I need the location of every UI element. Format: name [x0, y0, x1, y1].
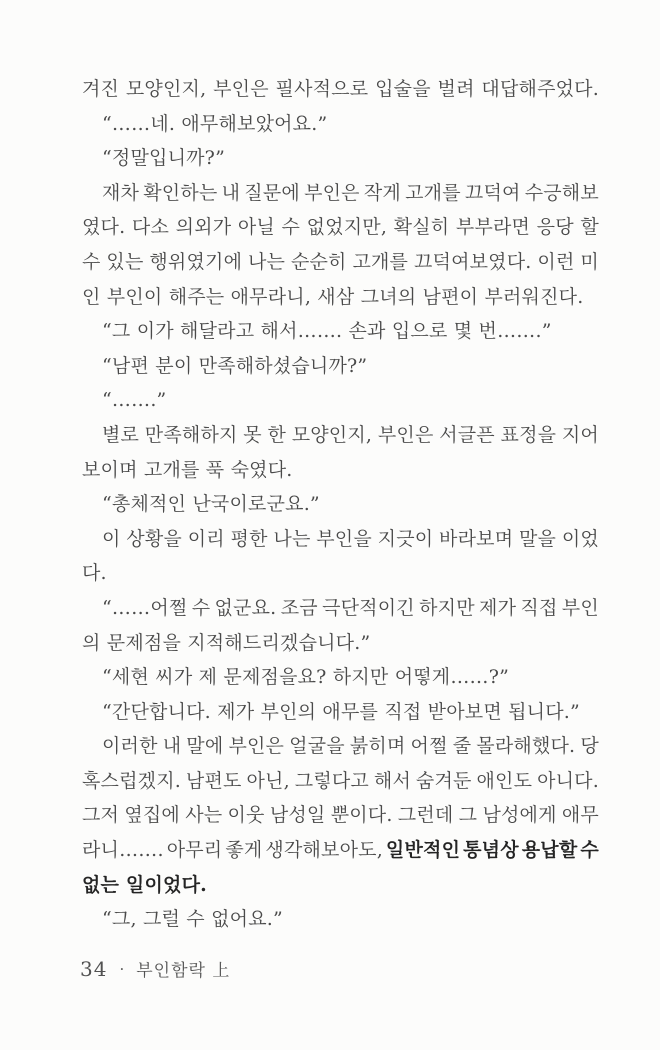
text-line: 별로 만족해하지 못 한 모양인지, 부인은 서글픈 표정을 지어 — [102, 423, 599, 446]
text-line: 라니……. 아무리 좋게 생각해보아도, 일반적인 통념상 용납할 수 — [82, 839, 599, 862]
text-line: 수 있는 행위였기에 나는 순순히 고개를 끄덕여보였다. 이런 미 — [82, 250, 599, 273]
text-line: “정말입니까?” — [102, 147, 225, 170]
text-line: 이러한 내 말에 부인은 얼굴을 붉히며 어쩔 줄 몰라해했다. 당 — [102, 735, 599, 758]
text-line: “간단합니다. 제가 부인의 애무를 직접 받아보면 됩니다.” — [102, 700, 580, 723]
text-line: 의 문제점을 지적해드리겠습니다.” — [82, 631, 371, 654]
text-line: “세현 씨가 제 문제점을요? 하지만 어떻게……?” — [102, 666, 510, 689]
page-footer — [80, 956, 230, 981]
text-line: “총체적인 난국이로군요.” — [102, 493, 320, 516]
page-number: 34 — [80, 956, 108, 981]
text-line: 보이며 고개를 푹 숙였다. — [82, 458, 293, 481]
text-line: “그 이가 해달라고 해서……. 손과 입으로 몇 번…….” — [102, 320, 552, 343]
text-line: “……네. 애무해보았어요.” — [102, 112, 328, 135]
text-line: “……어쩔 수 없군요. 조금 극단적이긴 하지만 제가 직접 부인 — [102, 596, 599, 619]
text-block — [82, 72, 599, 937]
text-line: 이 상황을 이리 평한 나는 부인을 지긋이 바라보며 말을 이었 — [102, 527, 599, 550]
footer-separator-dot: · — [119, 959, 125, 978]
text-line: 혹스럽겠지. 남편도 아닌, 그렇다고 해서 숨겨둔 애인도 아니다. — [82, 769, 599, 792]
text-line: 겨진 모양인지, 부인은 필사적으로 입술을 벌려 대답해주었다. — [82, 78, 599, 100]
text-line: 그저 옆집에 사는 이웃 남성일 뿐이다. 그런데 그 남성에게 애무 — [82, 804, 599, 827]
text-line: 인 부인이 해주는 애무라니, 새삼 그녀의 남편이 부러워진다. — [82, 285, 584, 308]
text-line: “그, 그럴 수 없어요.” — [102, 908, 283, 931]
text-line: 없는 일이었다. — [82, 873, 207, 896]
text-line: 다. — [82, 562, 107, 585]
book-title: 부인함락 上 — [136, 961, 231, 981]
text-line: “남편 분이 만족해하셨습니까?” — [102, 354, 368, 377]
text-line: “…….” — [102, 389, 167, 412]
text-line: 였다. 다소 의외가 아닐 수 없었지만, 확실히 부부라면 응당 할 — [82, 216, 599, 239]
text-line: 재차 확인하는 내 질문에 부인은 작게 고개를 끄덕여 수긍해보 — [102, 181, 599, 204]
